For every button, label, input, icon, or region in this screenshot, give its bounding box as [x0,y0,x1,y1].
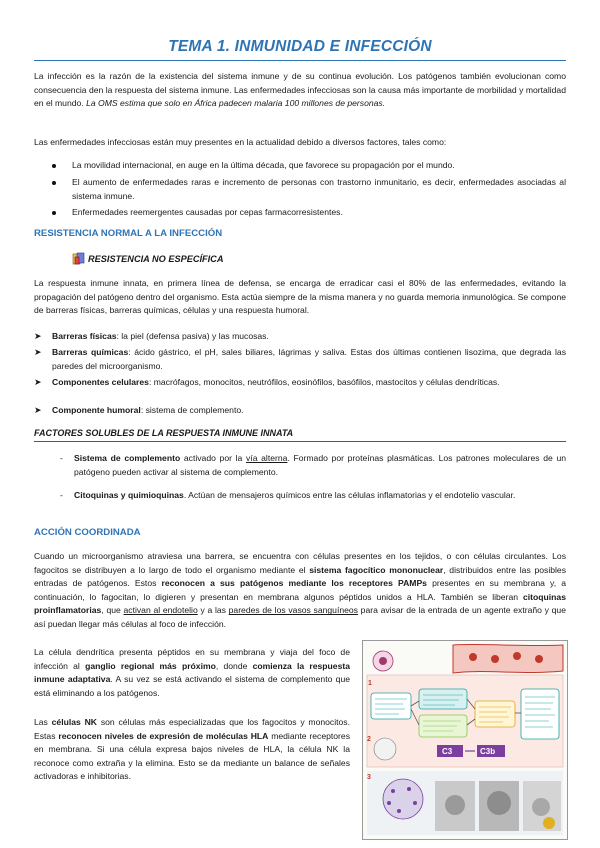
component-item [34,330,566,344]
component-text: : sistema de complemento. [140,405,244,415]
component-label: Barreras químicas [52,347,129,357]
factor-item [52,176,566,204]
section-heading-resistencia: RESISTENCIA NORMAL A LA INFECCIÓN [34,228,223,239]
bullet-icon [52,211,56,215]
intro-text: La infección es la razón de la existencia del sistema inmune y de su continua evolución. Los patógenos también evolucionan como consecuencia den la respuesta del sistema inmune. Las enfermedades infecciosas son la causa más importante de morbilidad y mortalidad en el mundo. [34,71,566,109]
section-rule [34,441,566,442]
component-text: : macrófagos, monocitos, neutrófilos, eosinófilos, basófilos, mastocitos y células dendríticas. [148,377,500,387]
intro-italic: La OMS estima que solo en África padecen malaria 100 millones de personas. [86,98,386,109]
factors-intro: Las enfermedades infecciosas están muy presentes en la actualidad debido a diversos factores, tales como: [34,137,447,147]
section-heading-accion: ACCIÓN COORDINADA [34,527,141,538]
immune-response-figure [362,640,568,840]
component-label: Barreras físicas [52,331,117,341]
arrow-bullet-icon: ➤ [34,405,42,415]
arrow-bullet-icon: ➤ [34,377,42,387]
title-rule [34,60,566,61]
innate-paragraph: La respuesta inmune innata, en primera línea de defensa, se encarga de erradicar casi el 80% de las enfermedades, evitando la propagación del patógeno dentro del organismo. Esta actúa siempre de la misma manera y no guarda memoria inmunológica. Se compone de barreras físicas, barreras químicas, células y una respuesta humoral. [34,278,566,316]
soluble-item: - Citoquinas y quimioquinas. Actúan de mensajeros químicos entre las células inflamatorias y el endotelio vascular. [60,489,566,517]
soluble-label: Sistema de complemento [74,453,181,463]
factor-item [52,159,566,173]
figure-step-1: 1 [368,680,372,687]
book-icon [72,252,86,265]
underlined-term: vía alterna [246,453,288,463]
bullet-icon [52,181,56,185]
nk-paragraph: Las células NK son células más especializadas que los fagocitos y monocitos. Estas reconocen niveles de expresión de moléculas HLA mediante receptores en membrana. Si una célula expresa bajos niveles de HLA, la célula NK la reconoce como extraña y la elimina. Esto se da mediante un balance de señales activadoras e inhibitorias. [34,717,350,782]
soluble-label: Citoquinas y quimioquinas [74,490,184,500]
arrow-bullet-icon: ➤ [34,347,42,357]
figure-c3-label: C3 [442,747,453,756]
dash-bullet: - [60,490,63,500]
soluble-item: - Sistema de complemento activado por la vía alterna. Formado por proteínas plasmáticas. Los patrones moleculares de un patógeno pueden activar al sistema de complemento. [60,453,567,477]
component-item [34,346,566,374]
arrow-bullet-icon: ➤ [34,331,42,341]
factor-text: La movilidad internacional, en auge en la última década, que favorece su propagación por el mundo. [72,160,455,170]
component-text: : la piel (defensa pasiva) y las mucosas. [116,331,269,341]
component-item [34,376,566,404]
dendritic-paragraph: La célula dendrítica presenta péptidos en su membrana y viaja del foco de infección al ganglio regional más próximo, donde comienza la respuesta inmune adaptativa. A su vez se está activando el sistema de complemento que está eliminando a los patógenos. [34,647,351,698]
factor-text: Enfermedades reemergentes causadas por cepas farmacorresistentes. [72,207,343,217]
factor-item [52,206,566,220]
figure-step-3: 3 [367,774,371,781]
dash-bullet: - [60,453,63,463]
component-label: Componente humoral [52,405,141,415]
figure-c3b-label: C3b [480,747,496,756]
intro-paragraph [34,70,566,111]
component-item [34,404,566,418]
component-text: : ácido gástrico, el pH, sales biliares, lágrimas y saliva. Estas dos últimas contienen lisozima, que degrada las paredes del microorganismo. [52,347,567,371]
figure-step-2: 2 [367,736,371,743]
page-title: TEMA 1. INMUNIDAD E INFECCIÓN [168,38,432,55]
factor-text: El aumento de enfermedades raras e incremento de personas con trastorno inmunitario, es decir, enfermedades asociadas al sistema inmune. [72,177,566,201]
component-label: Componentes celulares [52,377,149,387]
figure-illustration [363,641,567,839]
coord-paragraph: Cuando un microorganismo atraviesa una barrera, se encuentra con células presentes en los tejidos, o con células circulantes. Los fagocitos se distribuyen a lo largo de todo el organismo mediante el sistema fagocítico mononuclear, distribuidos entre las posibles entradas de patógenos. Estos reconocen a sus patógenos mediante los receptores PAMPs presentes en su membrana y, a continuación, lo fagocitan, lo digieren y presentan en membrana algunos péptidos unidos a HLA. También se liberan citoquinas proinflamatorias, que activan al endotelio y a las paredes de los vasos sanguíneos para avisar de la entrada de un agente extraño y que así puedan llegar más células al foco de infección. [34,551,566,629]
subsection-heading-no-especifica: RESISTENCIA NO ESPECÍFICA [88,254,224,264]
bullet-icon [52,164,56,168]
section-heading-factores: FACTORES SOLUBLES DE LA RESPUESTA INMUNE INNATA [34,428,294,438]
